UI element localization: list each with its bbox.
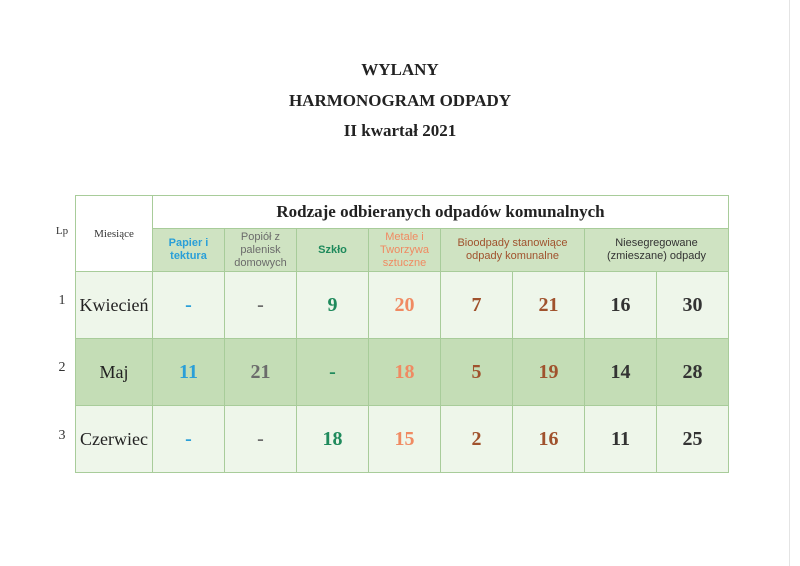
category-mixed: Niesegregowane (zmieszane) odpady — [585, 229, 729, 272]
category-paper: Papier i tektura — [153, 229, 225, 272]
category-glass: Szkło — [297, 229, 369, 272]
waste-types-header: Rodzaje odbieranych odpadów komunalnych — [153, 196, 729, 229]
table-row — [75, 272, 729, 339]
category-metal-plastic: Metale i Tworzywa sztuczne — [369, 229, 441, 272]
value-cell: 28 — [657, 339, 729, 406]
value-cell: 21 — [225, 339, 297, 406]
value-cell: 30 — [657, 272, 729, 339]
value-cell: 15 — [369, 406, 441, 473]
value-cell: - — [225, 406, 297, 473]
table-row — [75, 406, 729, 473]
value-cell: 16 — [585, 272, 657, 339]
value-cell: 11 — [153, 339, 225, 406]
value-cell: 18 — [297, 406, 369, 473]
value-cell: 11 — [585, 406, 657, 473]
table-row — [75, 339, 729, 406]
page-edge — [789, 0, 790, 566]
value-cell: - — [153, 406, 225, 473]
value-cell: - — [225, 272, 297, 339]
value-cell: 5 — [441, 339, 513, 406]
value-cell: 20 — [369, 272, 441, 339]
value-cell: 2 — [441, 406, 513, 473]
value-cell: 7 — [441, 272, 513, 339]
lp-column-header: Lp — [55, 225, 69, 237]
lp-cell: 1 — [58, 293, 66, 308]
month-column-header: Miesiące — [76, 196, 153, 272]
value-cell: 19 — [513, 339, 585, 406]
schedule-table — [75, 195, 729, 473]
value-cell: 25 — [657, 406, 729, 473]
value-cell: 21 — [513, 272, 585, 339]
value-cell: - — [297, 339, 369, 406]
month-cell: Kwiecień — [76, 272, 153, 339]
document-subtitle-quarter: II kwartał 2021 — [343, 121, 457, 140]
value-cell: 9 — [297, 272, 369, 339]
category-ash: Popiół z palenisk domowych — [225, 229, 297, 272]
value-cell: 14 — [585, 339, 657, 406]
month-cell: Maj — [76, 339, 153, 406]
value-cell: 18 — [369, 339, 441, 406]
document-title: HARMONOGRAM ODPADY — [288, 91, 512, 110]
category-bio: Bioodpady stanowiące odpady komunalne — [441, 229, 585, 272]
lp-cell: 3 — [58, 428, 66, 443]
month-cell: Czerwiec — [76, 406, 153, 473]
value-cell: - — [153, 272, 225, 339]
lp-cell: 2 — [58, 360, 66, 375]
value-cell: 16 — [513, 406, 585, 473]
document-title-location: WYLANY — [361, 60, 439, 79]
